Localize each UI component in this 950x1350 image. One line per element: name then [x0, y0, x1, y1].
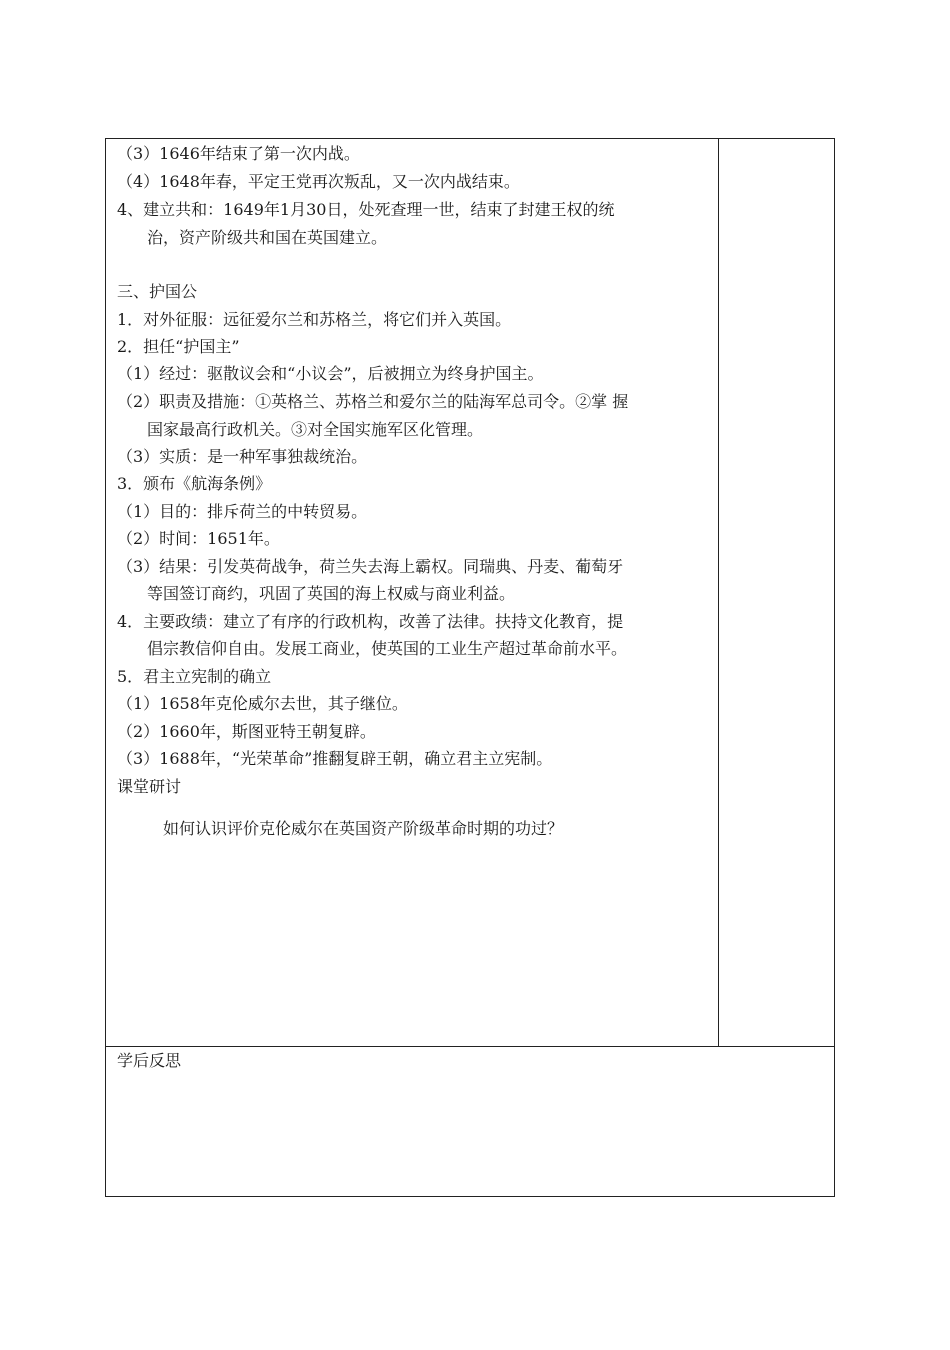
text-line: 倡宗教信仰自由。发展工商业，使英国的工业生产超过革命前水平。 [147, 639, 628, 658]
text-line: 3．颁布《航海条例》 [117, 474, 272, 493]
text-line: （2）1660年，斯图亚特王朝复辟。 [117, 722, 376, 741]
text-line: （3）实质：是一种军事独裁统治。 [117, 447, 368, 466]
section-heading: 三、护国公 [117, 282, 198, 301]
reflection-cell [105, 1046, 835, 1197]
text-line: （3）1688年，“光荣革命”推翻复辟王朝，确立君主立宪制。 [117, 749, 553, 768]
text-line: 1．对外征服：远征爱尔兰和苏格兰，将它们并入英国。 [117, 310, 512, 329]
text-line: （2）职责及措施：①英格兰、苏格兰和爱尔兰的陆海军总司令。②掌 握 [117, 392, 629, 411]
text-line: 国家最高行政机关。③对全国实施军区化管理。 [147, 420, 484, 439]
section-heading: 课堂研讨 [117, 777, 182, 796]
text-line: 5．君主立宪制的确立 [117, 667, 272, 686]
text-line: （2）时间：1651年。 [117, 529, 280, 548]
discussion-question: 如何认识评价克伦威尔在英国资产阶级革命时期的功过？ [163, 819, 564, 838]
text-line: （3）1646年结束了第一次内战。 [117, 144, 360, 163]
text-line: 4、建立共和：1649年1月30日，处死查理一世，结束了封建王权的统 [117, 200, 615, 219]
text-line: （1）目的：排斥荷兰的中转贸易。 [117, 502, 368, 521]
reflection-label: 学后反思 [117, 1051, 182, 1070]
text-line: 治，资产阶级共和国在英国建立。 [147, 228, 388, 247]
side-notes-cell [718, 138, 835, 1047]
text-line: 4．主要政绩：建立了有序的行政机构，改善了法律。扶持文化教育，提 [117, 612, 624, 631]
text-line: （4）1648年春，平定王党再次叛乱，又一次内战结束。 [117, 172, 520, 191]
text-line: （1）经过：驱散议会和“小议会”，后被拥立为终身护国主。 [117, 364, 544, 383]
text-line: 等国签订商约，巩固了英国的海上权威与商业利益。 [147, 584, 516, 603]
text-line: （1）1658年克伦威尔去世，其子继位。 [117, 694, 408, 713]
text-line: 2．担任“护国主” [117, 337, 240, 356]
text-line: （3）结果：引发英荷战争，荷兰失去海上霸权。同瑞典、丹麦、葡萄牙 [117, 557, 624, 576]
